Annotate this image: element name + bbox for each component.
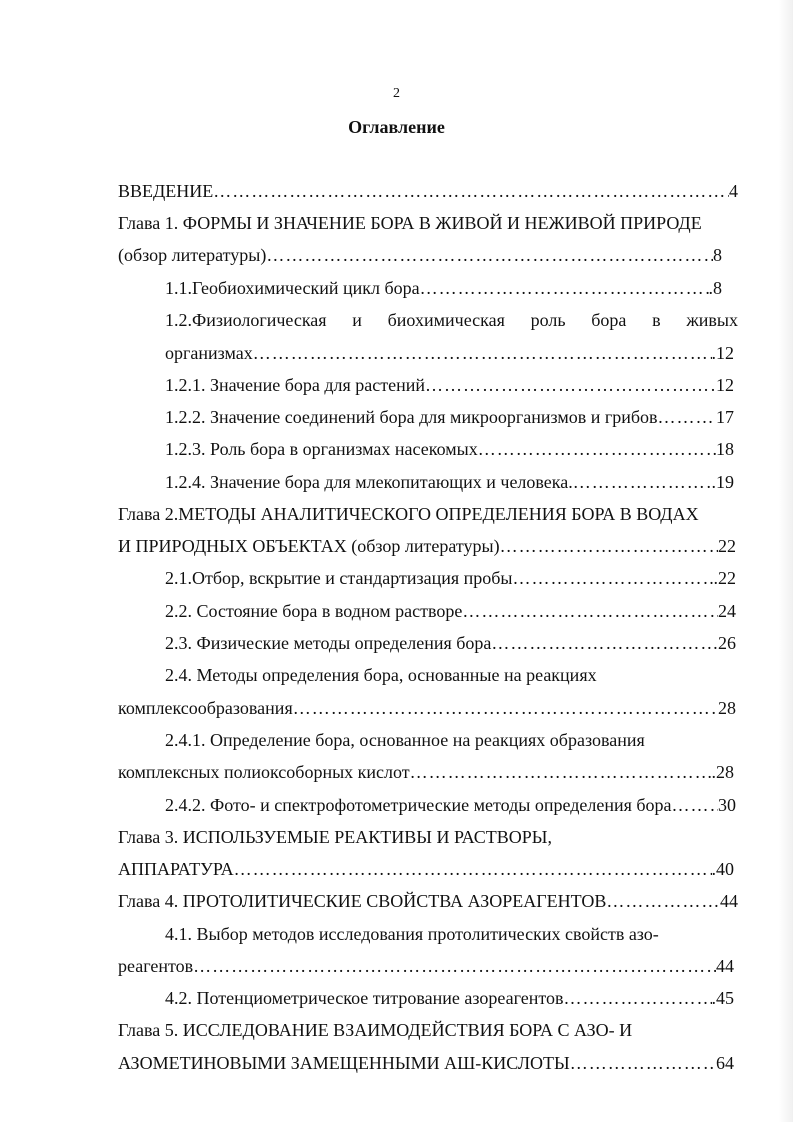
toc-leader-dots: [462, 600, 718, 622]
toc-entry: [118, 826, 598, 848]
toc-entry: [165, 277, 722, 299]
toc-entry-text: Глава 4. ПРОТОЛИТИЧЕСКИЕ СВОЙСТВА АЗОРЕАГЕНТОВ: [118, 891, 607, 911]
toc-entry-text: АЗОМЕТИНОВЫМИ ЗАМЕЩЕННЫМИ АШ-КИСЛОТЫ: [118, 1053, 570, 1073]
toc-entry-text: АППАРАТУРА: [118, 859, 234, 879]
toc-entry-text: (обзор литературы): [118, 245, 267, 265]
toc-leader-dots: [570, 1052, 716, 1074]
toc-entry-page: .12: [711, 343, 734, 363]
toc-entry-text: 4.1. Выбор методов исследования протолитических свойств азо-: [165, 924, 659, 944]
toc-entry: [165, 987, 734, 1009]
toc-entry: [165, 632, 736, 654]
toc-leader-dots: [491, 632, 718, 654]
toc-entry-page: 12: [716, 375, 734, 395]
toc-leader-dots: [478, 438, 716, 460]
toc-leader-dots: [420, 277, 709, 299]
toc-entry: [118, 244, 722, 266]
toc-entry-page: 64: [716, 1053, 734, 1073]
toc-entry: [118, 180, 738, 202]
toc-entry-text: 1.2.1. Значение бора для растений: [165, 375, 426, 395]
toc-entry: [165, 406, 734, 428]
toc-entry-page: 18: [716, 439, 734, 459]
toc-entry-page: 26: [718, 633, 736, 653]
toc-leader-dots: [672, 794, 718, 816]
toc-entry-text: организмах: [165, 343, 253, 363]
toc-leader-dots: [425, 374, 716, 396]
toc-entry: [165, 342, 734, 364]
toc-entry: [165, 729, 705, 751]
toc-entry-text: комплексных полиоксоборных кислот: [118, 762, 410, 782]
toc-leader-dots: [253, 342, 712, 364]
toc-entry-text: ВВЕДЕНИЕ: [118, 181, 214, 201]
toc-entry-text: 2.3. Физические методы определения бора: [165, 633, 492, 653]
toc-entry: [165, 374, 734, 396]
toc-entry: [118, 890, 738, 912]
toc-entry-page: .8: [708, 278, 722, 298]
toc-entry-page: 44: [716, 956, 734, 976]
toc-entry: [118, 761, 734, 783]
toc-leader-dots: [606, 890, 720, 912]
toc-entry-page: .45: [711, 988, 734, 1008]
toc-leader-dots: [573, 471, 712, 493]
toc-leader-dots: [193, 955, 716, 977]
toc-entry: [165, 309, 738, 331]
page-number: 2: [393, 86, 400, 101]
toc-entry: [118, 955, 734, 977]
toc-entry-page: .22: [713, 568, 736, 588]
toc-entry-text: 1.2.4. Значение бора для млекопитающих и человека.: [165, 472, 573, 492]
toc-entry-page: 8: [713, 245, 722, 265]
scan-edge-shadow: [779, 0, 793, 1122]
toc-entry-text: 1.1.Геобиохимический цикл бора: [165, 278, 420, 298]
toc-entry-page: .19: [711, 472, 734, 492]
toc-entry-text: Глава 1. ФОРМЫ И ЗНАЧЕНИЕ БОРА В ЖИВОЙ И НЕЖИВОЙ ПРИРОДЕ: [118, 213, 702, 233]
toc-entry-text: 2.1.Отбор, вскрытие и стандартизация пробы: [165, 568, 513, 588]
toc-entry: [165, 600, 736, 622]
toc-entry: [118, 858, 734, 880]
toc-entry-page: .28: [711, 762, 734, 782]
toc-entry: [165, 471, 734, 493]
toc-entry: [165, 664, 685, 686]
toc-leader-dots: [563, 987, 711, 1009]
toc-entry-page: 22: [718, 536, 736, 556]
toc-entry: [118, 503, 740, 525]
toc-entry-text: 2.2. Состояние бора в водном растворе: [165, 601, 463, 621]
toc-entry: [118, 212, 738, 234]
toc-entry-text: комплексообразования: [118, 698, 293, 718]
toc-entry: [165, 567, 736, 589]
toc-entry: [165, 794, 736, 816]
toc-entry-text: 2.4.2. Фото- и спектрофотометрические методы определения бора: [165, 795, 672, 815]
toc-entry: [118, 535, 736, 557]
toc-entry-text: 2.4.1. Определение бора, основанное на реакциях образования: [165, 730, 645, 750]
toc-entry-text: 1.2.2. Значение соединений бора для микроорганизмов и грибов: [165, 407, 658, 427]
toc-entry-text: Глава 5. ИССЛЕДОВАНИЕ ВЗАИМОДЕЙСТВИЯ БОРА С АЗО- И: [118, 1020, 633, 1040]
toc-entry-page: 24: [718, 601, 736, 621]
toc-leader-dots: [658, 406, 716, 428]
toc-leader-dots: [266, 244, 713, 266]
toc-leader-dots: [234, 858, 712, 880]
toc-entry-page: .40: [711, 859, 734, 879]
toc-entry-page: 44: [720, 891, 738, 911]
toc-entry-text: 4.2. Потенциометрическое титрование азореагентов: [165, 988, 564, 1008]
toc-entry-text: 1.2.Физиологическая и биохимическая роль бора в живых: [165, 310, 738, 330]
toc-leader-dots: [500, 535, 718, 557]
toc-leader-dots: [293, 697, 718, 719]
toc-entry: [118, 1019, 678, 1041]
page-title: Оглавление: [348, 117, 445, 137]
toc-entry-text: 1.2.3. Роль бора в организмах насекомых: [165, 439, 478, 459]
toc-entry-page: 28: [718, 698, 736, 718]
toc-leader-dots: [213, 180, 729, 202]
toc-entry-text: реагентов: [118, 956, 194, 976]
toc-entry-page: 30: [718, 795, 736, 815]
toc-entry-text: 2.4. Методы определения бора, основанные на реакциях: [165, 665, 597, 685]
toc-entry: [165, 438, 734, 460]
toc-entry: [118, 697, 736, 719]
toc-entry: [165, 923, 685, 945]
toc-entry-text: И ПРИРОДНЫХ ОБЪЕКТАХ (обзор литературы): [118, 536, 500, 556]
toc-entry-page: 4: [729, 181, 738, 201]
toc-entry-text: Глава 3. ИСПОЛЬЗУЕМЫЕ РЕАКТИВЫ И РАСТВОРЫ,: [118, 827, 552, 847]
toc-entry-page: 17: [716, 407, 734, 427]
toc-leader-dots: [410, 761, 712, 783]
toc-leader-dots: [513, 567, 714, 589]
toc-entry-text: Глава 2.МЕТОДЫ АНАЛИТИЧЕСКОГО ОПРЕДЕЛЕНИЯ БОРА В ВОДАХ: [118, 504, 699, 524]
toc-entry: [118, 1052, 734, 1074]
